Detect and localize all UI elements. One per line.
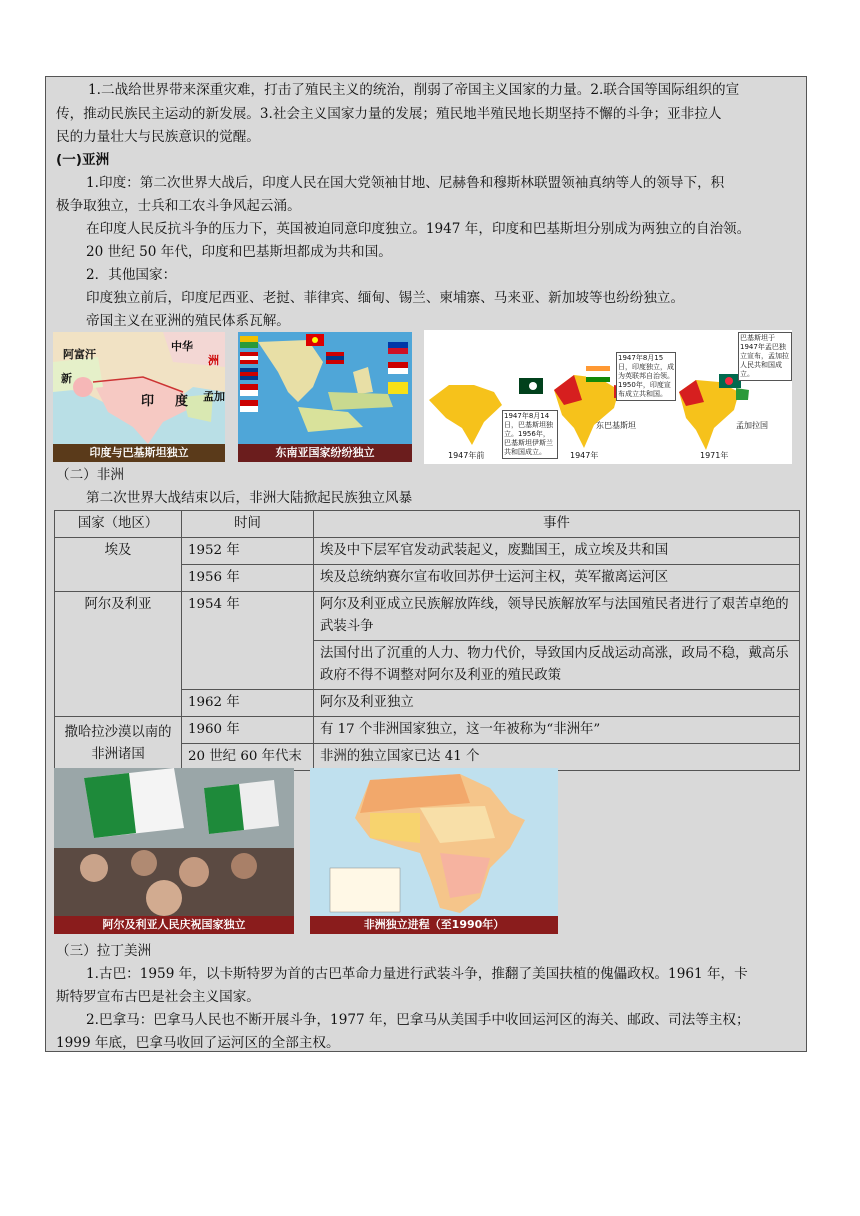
latam-p2b: 1999 年底，巴拿马收回了运河区的全部主权。 (56, 1035, 340, 1051)
algeria-celebration-photo (54, 768, 294, 934)
latam-p1a: 1.古巴：1959 年，以卡斯特罗为首的古巴革命力量进行武装斗争，推翻了美国扶植的傀儡政权。1961 年，卡 (86, 966, 748, 982)
latam-heading: （三）拉丁美洲 (56, 943, 152, 959)
label-yin: 印 (141, 394, 155, 409)
africa-events-table (54, 510, 800, 771)
asia-p1a: 1.印度：第二次世界大战后，印度人民在国大党领袖甘地、尼赫鲁和穆斯林联盟领袖真纳等人的领导下，积 (86, 175, 725, 191)
country-egypt: 埃及 (55, 538, 182, 592)
intro-line-1: 1.二战给世界带来深重灾难，打击了殖民主义的统治，削弱了帝国主义国家的力量。2.联合国等国际组织的宣 (88, 82, 740, 98)
label-year-1947: 1947年 (570, 451, 599, 460)
label-zhou: 洲 (208, 354, 219, 367)
label-year-before-1947: 1947年前 (448, 451, 485, 460)
asia-p4: 2．其他国家： (86, 267, 177, 283)
note-india: 1947年8月15日，印度独立，成为英联邦自治领。1950年，印度宣布成立共和国。 (616, 352, 676, 401)
table-row (55, 592, 800, 641)
event-cell: 阿尔及利亚独立 (314, 690, 800, 717)
event-cell: 埃及总统纳赛尔宣布收回苏伊士运河主权，英军撤离运河区 (314, 565, 800, 592)
africa-heading: （二）非洲 (56, 467, 124, 483)
asia-p6: 帝国主义在亚洲的殖民体系瓦解。 (86, 313, 290, 329)
africa-img2-caption: 非洲独立进程（至1990年） (310, 916, 558, 934)
header-country: 国家（地区） (55, 511, 182, 538)
partition-maps-image (424, 330, 792, 464)
partition-maps-graphic (424, 330, 792, 464)
asia-p2: 在印度人民反抗斗争的压力下，英国被迫同意印度独立。1947 年，印度和巴基斯坦分别成为两独立的自治领。 (86, 221, 751, 237)
latam-p2a: 2.巴拿马：巴拿马人民也不断开展斗争，1977 年，巴拿马从美国手中收回运河区的海关、邮政、司法等主权； (86, 1012, 750, 1028)
country-subsahara: 撒哈拉沙漠以南的非洲诸国 (55, 717, 182, 771)
africa-map-graphic (310, 768, 558, 916)
asia-p1b: 极争取独立，士兵和工农斗争风起云涌。 (56, 198, 301, 214)
southeast-asia-map-graphic (238, 332, 412, 444)
intro-line-3: 民的力量壮大与民族意识的觉醒。 (56, 129, 260, 145)
country-algeria: 阿尔及利亚 (55, 592, 182, 717)
table-header-row (55, 511, 800, 538)
time-cell: 1954 年 (182, 592, 314, 690)
label-du: 度 (175, 394, 189, 409)
southeast-asia-map-image (238, 332, 412, 462)
time-cell: 1952 年 (182, 538, 314, 565)
asia-heading: (一)亚洲 (56, 152, 110, 168)
event-cell: 有 17 个非洲国家独立，这一年被称为“非洲年” (314, 717, 800, 744)
africa-img1-caption: 阿尔及利亚人民庆祝国家独立 (54, 916, 294, 934)
asia-p5: 印度独立前后，印度尼西亚、老挝、菲律宾、缅甸、锡兰、柬埔寨、马来亚、新加坡等也纷纷独立。 (86, 290, 685, 306)
label-afghanistan: 阿富汗 (63, 348, 96, 361)
africa-intro: 第二次世界大战结束以后，非洲大陆掀起民族独立风暴 (86, 490, 413, 506)
time-cell: 20 世纪 60 年代末 (182, 744, 314, 771)
time-cell: 1956 年 (182, 565, 314, 592)
event-cell: 阿尔及利亚成立民族解放阵线，领导民族解放军与法国殖民者进行了艰苦卓绝的武装斗争 (314, 592, 800, 641)
intro-line-2: 传，推动民族民主运动的新发展。3.社会主义国家力量的发展；殖民地半殖民地长期坚持不懈的斗争；亚非拉人 (56, 106, 722, 122)
africa-independence-map (310, 768, 558, 934)
header-time: 时间 (182, 511, 314, 538)
img2-caption: 东南亚国家纷纷独立 (238, 444, 412, 462)
time-cell: 1960 年 (182, 717, 314, 744)
label-bangladesh: 孟加拉国 (736, 421, 768, 430)
india-pakistan-map-image (53, 332, 225, 462)
event-cell: 法国付出了沉重的人力、物力代价，导致国内反战运动高涨，政局不稳，戴高乐政府不得不调整对阿尔及利亚的殖民政策 (314, 641, 800, 690)
asia-p3: 20 世纪 50 年代，印度和巴基斯坦都成为共和国。 (86, 244, 392, 260)
label-year-1971: 1971年 (700, 451, 729, 460)
note-pakistan: 1947年8月14日，巴基斯坦独立。1956年，巴基斯坦伊斯兰共和国成立。 (502, 410, 558, 459)
img1-caption: 印度与巴基斯坦独立 (53, 444, 225, 462)
event-cell: 非洲的独立国家已达 41 个 (314, 744, 800, 771)
label-mengjia: 孟加 (203, 390, 225, 403)
label-east-pakistan: 东巴基斯坦 (596, 421, 636, 430)
header-event: 事件 (314, 511, 800, 538)
time-cell: 1962 年 (182, 690, 314, 717)
event-cell: 埃及中下层军官发动武装起义，废黜国王，成立埃及共和国 (314, 538, 800, 565)
latam-p1b: 斯特罗宣布古巴是社会主义国家。 (56, 989, 260, 1005)
table-row (55, 538, 800, 565)
note-bangladesh: 巴基斯坦于1947年孟巴独立宣布，孟加拉人民共和国成立。 (738, 332, 792, 381)
label-xin: 新 (61, 372, 72, 385)
label-china: 中华 (171, 340, 193, 353)
table-row (55, 717, 800, 744)
celebration-photo-graphic (54, 768, 294, 916)
